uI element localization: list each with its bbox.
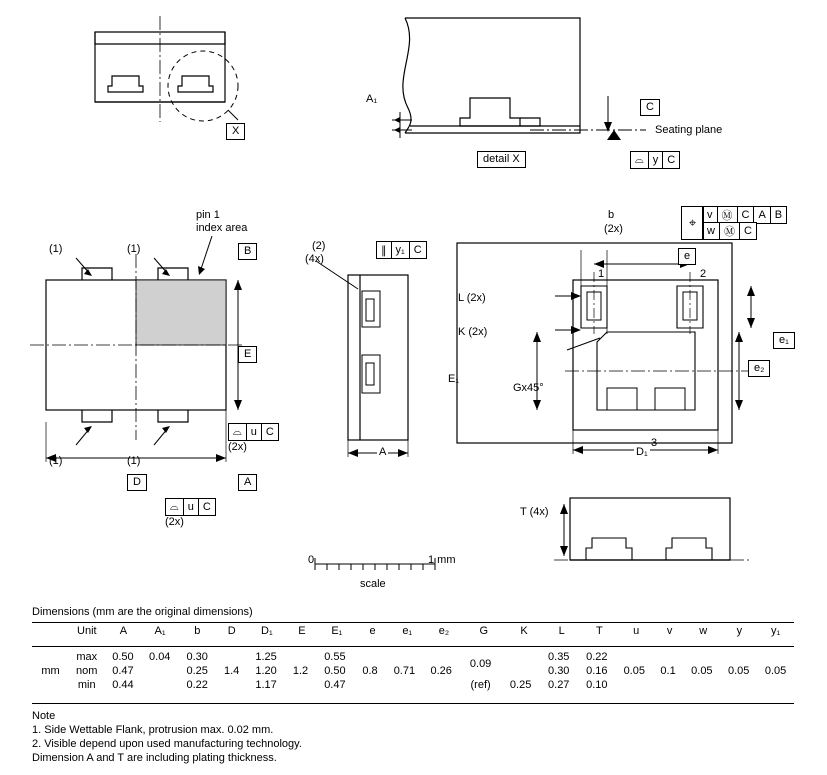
fcf-flatness-sym: ⌓	[631, 152, 649, 168]
datum-b-label: B	[238, 243, 257, 260]
datum-a-box	[238, 472, 257, 491]
th-A: A	[119, 625, 128, 637]
nom-T: 0.16	[586, 665, 608, 677]
fcf-position-datum-c: C	[738, 207, 755, 223]
th-L: L	[558, 625, 565, 637]
dim-b-note: (2x)	[604, 223, 623, 235]
note-item-2: 2. Visible depend upon used manufacturing technology.	[32, 738, 302, 750]
fcf-position-mod-m2: Ⓜ	[720, 223, 740, 239]
th-unit: Unit	[77, 625, 97, 637]
fcf-u-right	[228, 423, 279, 441]
pin1-leader	[196, 236, 226, 276]
th-e: e	[369, 625, 376, 637]
table-row	[32, 664, 794, 678]
max-v	[653, 650, 684, 664]
max-K	[502, 650, 540, 664]
min-v	[653, 678, 684, 692]
table-header-row	[32, 624, 794, 638]
pin1-text-line2: index area	[196, 222, 248, 234]
notes-title: Note	[32, 710, 56, 722]
datum-b-box	[238, 241, 257, 260]
dimensions-table-top-rule	[32, 622, 794, 623]
min-w	[683, 678, 720, 692]
callout-x-label: X	[226, 123, 245, 140]
min-e1	[386, 678, 423, 692]
nom-y: 0.05	[727, 665, 750, 677]
bottom-right-view	[540, 490, 760, 590]
dim-e-box-terminal	[678, 246, 696, 265]
dim-e1-label: e₁	[773, 332, 795, 349]
fcf-u-right-sym: ⌓	[229, 424, 247, 440]
th-e1: e₁	[402, 625, 413, 637]
nom-e1: 0.71	[393, 665, 416, 677]
chamfer-label: Gx45°	[513, 382, 544, 394]
dimensions-table-bottom-rule	[32, 703, 794, 704]
unit-label: mm	[41, 665, 60, 677]
fcf-position-w: w	[703, 223, 720, 239]
fcf-u-bottom	[165, 498, 216, 516]
G-ref: (ref)	[470, 679, 491, 691]
detail-x-view	[370, 8, 650, 158]
nom-D1: 1.20	[255, 665, 277, 677]
max-L: 0.35	[548, 651, 570, 663]
nom-L: 0.30	[548, 665, 570, 677]
th-y: y	[736, 625, 743, 637]
fcf-parallelism-sym: ∥	[377, 242, 392, 258]
fcf-u-right-note: (2x)	[228, 441, 247, 453]
position-symbol: ⌖	[688, 215, 697, 230]
nom-D: 1.4	[223, 665, 240, 677]
datum-a-label: A	[238, 474, 257, 491]
max-u	[616, 650, 653, 664]
datum-c-label: C	[640, 99, 660, 116]
side-mark-4x: (4x)	[305, 253, 324, 265]
fcf-flatness-datum: C	[667, 154, 676, 166]
min-L: 0.27	[548, 679, 570, 691]
scale-label: scale	[360, 578, 386, 590]
dim-e-box	[238, 344, 257, 363]
max-E	[285, 650, 316, 664]
nom-v: 0.1	[660, 665, 676, 677]
dim-a1-label: A₁	[366, 93, 378, 105]
fcf-position-datum-c2: C	[743, 225, 752, 237]
min-e2	[423, 678, 460, 692]
nom-K	[502, 664, 540, 678]
dim-T-label: T (4x)	[520, 506, 549, 518]
min-e	[354, 678, 386, 692]
dim-e-terminal-label: e	[678, 248, 696, 265]
nom-u: 0.05	[623, 665, 645, 677]
side-mark-2: (2)	[312, 240, 326, 252]
pin-1-number: 1	[598, 268, 605, 280]
th-e2: e₂	[438, 625, 450, 637]
nom-A1	[141, 664, 178, 678]
pin-2-number: 2	[700, 268, 707, 280]
th-b: b	[194, 625, 201, 637]
min-A: 0.44	[112, 679, 134, 691]
max-D	[216, 650, 247, 664]
dim-e1-box	[773, 330, 795, 349]
side-view	[300, 255, 430, 470]
dim-K-label: K (2x)	[458, 326, 488, 338]
fcf-parallelism	[376, 241, 427, 259]
fcf-u-bottom-note: (2x)	[165, 516, 184, 528]
max-A1: 0.04	[149, 651, 171, 663]
min-D	[216, 678, 247, 692]
min-A1	[141, 678, 178, 692]
max-e2	[423, 650, 460, 664]
row-max-label: max	[76, 651, 98, 663]
table-row	[32, 678, 794, 692]
side-dim-a-label: A	[379, 446, 387, 458]
max-A: 0.50	[112, 651, 134, 663]
table-row	[32, 650, 794, 664]
fcf-u-bottom-tol: u	[184, 499, 199, 515]
G-value: 0.09	[469, 658, 492, 670]
scale-end-label: 1 mm	[428, 554, 456, 566]
max-e1	[386, 650, 423, 664]
th-D: D	[227, 625, 236, 637]
mark-1-bl: (1)	[49, 455, 63, 467]
mark-1-tr: (1)	[127, 243, 141, 255]
th-E: E	[298, 625, 306, 637]
row-nom-label: nom	[76, 665, 98, 677]
datum-c-box	[640, 97, 660, 116]
fcf-position-datum-b: B	[774, 209, 783, 221]
nom-b: 0.25	[186, 665, 208, 677]
note-item-3: Dimension A and T are including plating thickness.	[32, 752, 277, 764]
pin1-text-line1: pin 1	[196, 209, 220, 221]
max-b: 0.30	[186, 651, 208, 663]
callout-x-box	[226, 121, 245, 140]
max-y	[720, 650, 757, 664]
th-v: v	[666, 625, 673, 637]
min-b: 0.22	[186, 679, 208, 691]
dimensions-table	[32, 624, 794, 638]
fcf-parallelism-tol: y₁	[392, 242, 410, 258]
fcf-position-mod-m1: Ⓜ	[718, 207, 738, 223]
nom-y1: 0.05	[764, 665, 787, 677]
max-y1	[757, 650, 794, 664]
dim-L-label: L (2x)	[458, 292, 486, 304]
dim-d-label: D	[127, 474, 147, 491]
nom-A: 0.47	[112, 665, 134, 677]
max-E1: 0.55	[324, 651, 346, 663]
dim-b-label: b	[608, 209, 615, 221]
scale-start-label: 0	[308, 554, 315, 566]
dimensions-table-body	[32, 650, 794, 692]
th-A1: A₁	[154, 625, 166, 637]
th-G: G	[479, 625, 489, 637]
fcf-position-row2	[702, 222, 757, 240]
max-T: 0.22	[586, 651, 608, 663]
fcf-flatness	[630, 151, 680, 169]
th-K: K	[520, 625, 528, 637]
max-e	[354, 650, 386, 664]
min-u	[616, 678, 653, 692]
th-y1: y₁	[771, 625, 781, 637]
fcf-parallelism-datum: C	[413, 244, 422, 256]
dim-e-label: E	[238, 346, 257, 363]
dimensions-table-mid-rule	[32, 646, 794, 647]
note-item-1: 1. Side Wettable Flank, protrusion max. 0.02 mm.	[32, 724, 274, 736]
dim-D1-label: D₁	[636, 446, 648, 458]
dim-E1-label: E₁	[448, 373, 460, 385]
max-w	[683, 650, 720, 664]
mark-1-tl: (1)	[49, 243, 63, 255]
nom-E: 1.2	[292, 665, 309, 677]
dimensions-title: Dimensions (mm are the original dimensions)	[32, 606, 253, 618]
fcf-u-bottom-sym: ⌓	[166, 499, 184, 515]
min-T: 0.10	[586, 679, 608, 691]
th-E1: E₁	[331, 625, 343, 637]
max-D1: 1.25	[255, 651, 277, 663]
dim-e2-box	[748, 358, 770, 377]
th-D1: D₁	[261, 625, 273, 637]
nom-w: 0.05	[691, 665, 713, 677]
min-K: 0.25	[509, 679, 532, 691]
fcf-position-datum-a: A	[754, 207, 770, 223]
min-y1	[757, 678, 794, 692]
fcf-u-right-datum: C	[265, 426, 274, 438]
nom-e: 0.8	[362, 665, 378, 677]
fcf-u-bottom-datum: C	[202, 501, 211, 513]
min-E	[285, 678, 316, 692]
min-E1: 0.47	[324, 679, 346, 691]
detail-x-box	[477, 149, 526, 168]
dim-e2-label: e₂	[748, 360, 770, 377]
th-T: T	[595, 625, 603, 637]
dim-d-box	[127, 472, 147, 491]
nom-e2: 0.26	[430, 665, 452, 677]
fcf-flatness-tol: y	[649, 152, 664, 168]
min-y	[720, 678, 757, 692]
row-min-label: min	[77, 679, 96, 691]
detail-x-box-label: detail X	[477, 151, 526, 168]
th-u: u	[633, 625, 640, 637]
seating-plane-label: Seating plane	[655, 124, 723, 136]
fcf-position-v: v	[703, 207, 718, 223]
terminal-view	[455, 238, 800, 468]
nom-E1: 0.50	[324, 665, 346, 677]
min-D1: 1.17	[255, 679, 277, 691]
th-w: w	[699, 625, 708, 637]
fcf-u-right-tol: u	[247, 424, 262, 440]
pin-3-number: 3	[651, 437, 658, 449]
position-symbol-box	[681, 206, 704, 240]
mark-1-br: (1)	[127, 455, 141, 467]
